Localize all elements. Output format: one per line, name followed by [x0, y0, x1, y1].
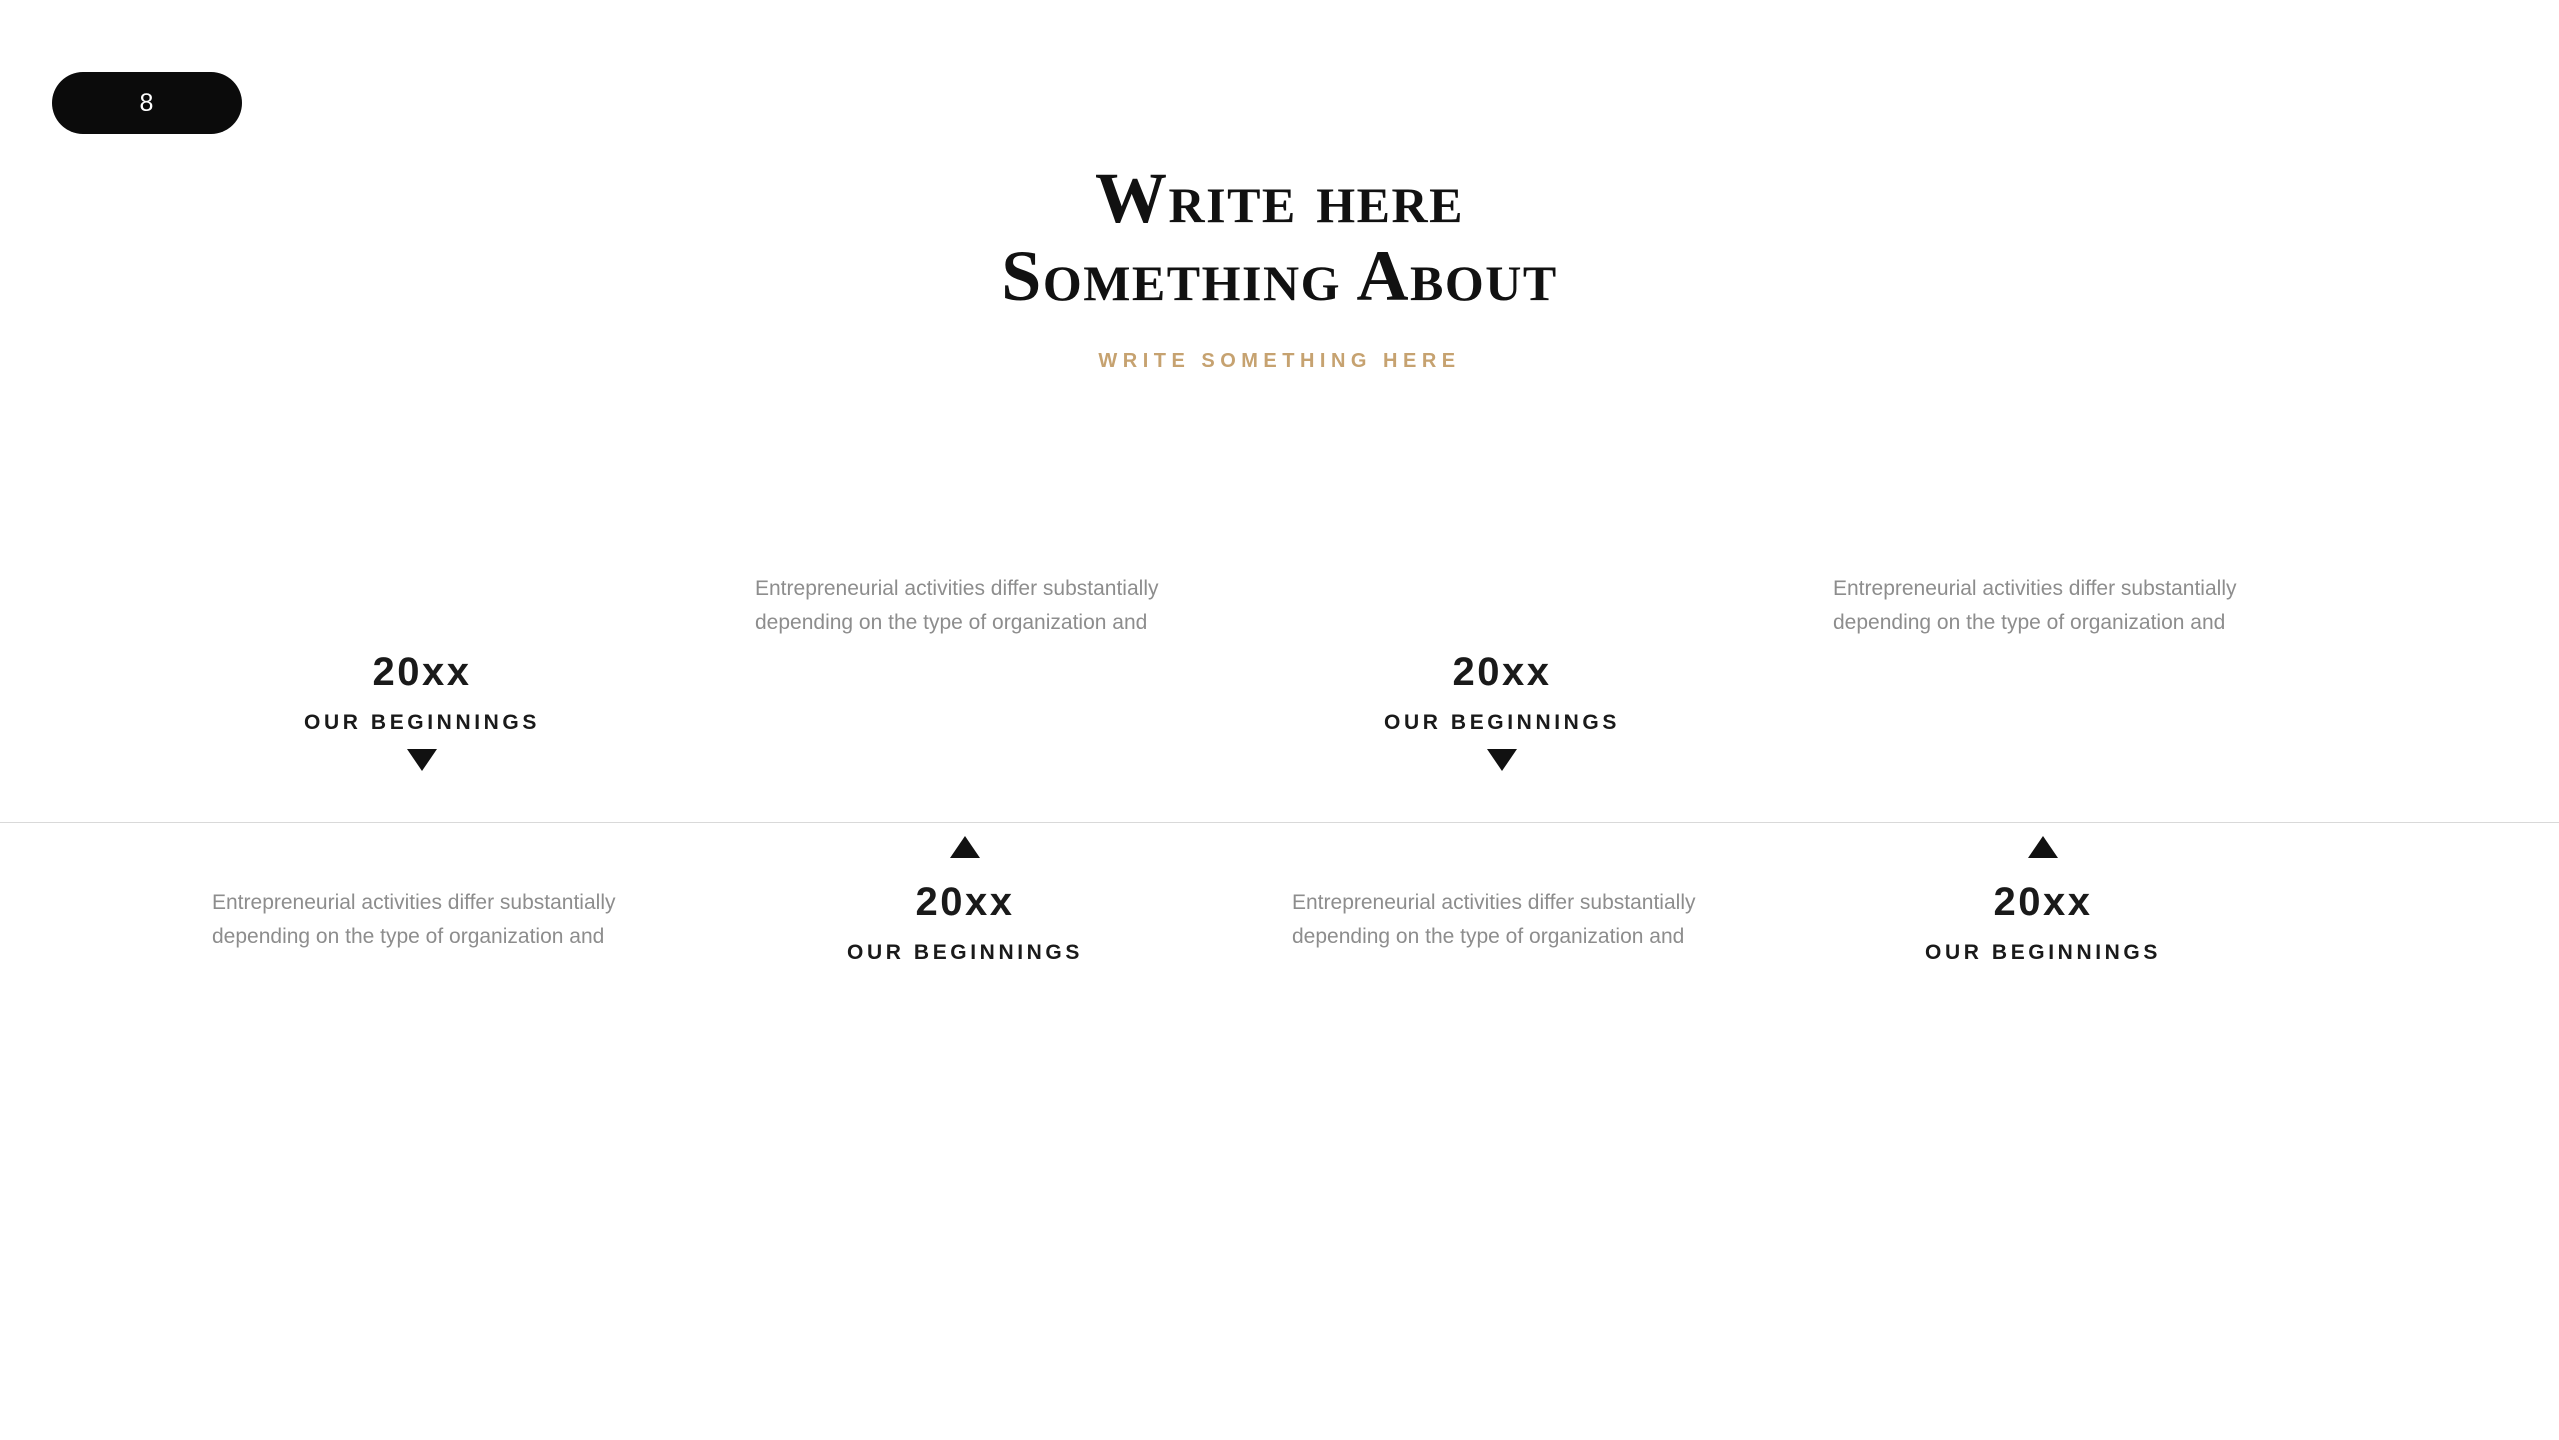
timeline-item-1-description: [212, 886, 632, 954]
timeline-item-2-year: 20xx: [915, 880, 1015, 924]
timeline-item-3-body: Entrepreneurial activities differ substantially depending on the type of organization and: [1292, 891, 1696, 949]
timeline-item-3-year: 20xx: [1452, 650, 1552, 694]
timeline-item-1-caption: OUR BEGINNINGS: [304, 711, 540, 734]
timeline-item-2: [755, 822, 1175, 965]
timeline-item-4-caption: OUR BEGINNINGS: [1925, 941, 2161, 964]
triangle-up-icon: [950, 836, 980, 858]
timeline-item-4: [1833, 822, 2253, 965]
timeline-item-4-body: Entrepreneurial activities differ substantially depending on the type of organization and: [1833, 577, 2237, 635]
timeline-item-4-description: [1833, 572, 2253, 640]
triangle-down-icon: [1487, 749, 1517, 771]
timeline-item-1-year: 20xx: [372, 650, 472, 694]
page-title-line-2: Something About: [1001, 235, 1558, 316]
page-title-line-1: Write here: [1095, 158, 1464, 238]
timeline-item-3: [1292, 650, 1712, 771]
triangle-down-icon: [407, 749, 437, 771]
timeline-item-2-caption: OUR BEGINNINGS: [847, 941, 1083, 964]
timeline-item-2-body: Entrepreneurial activities differ substantially depending on the type of organization and: [755, 577, 1159, 635]
timeline-item-1-body: Entrepreneurial activities differ substantially depending on the type of organization and: [212, 891, 616, 949]
page-number-label: 8: [139, 88, 155, 117]
timeline-item-4-year: 20xx: [1993, 880, 2093, 924]
timeline-item-3-description: [1292, 886, 1712, 954]
page-subtitle: WRITE SOMETHING HERE: [1098, 349, 1461, 372]
timeline-item-1: [212, 650, 632, 771]
timeline-item-3-caption: OUR BEGINNINGS: [1384, 711, 1620, 734]
triangle-up-icon: [2028, 836, 2058, 858]
timeline-item-2-description: [755, 572, 1175, 640]
